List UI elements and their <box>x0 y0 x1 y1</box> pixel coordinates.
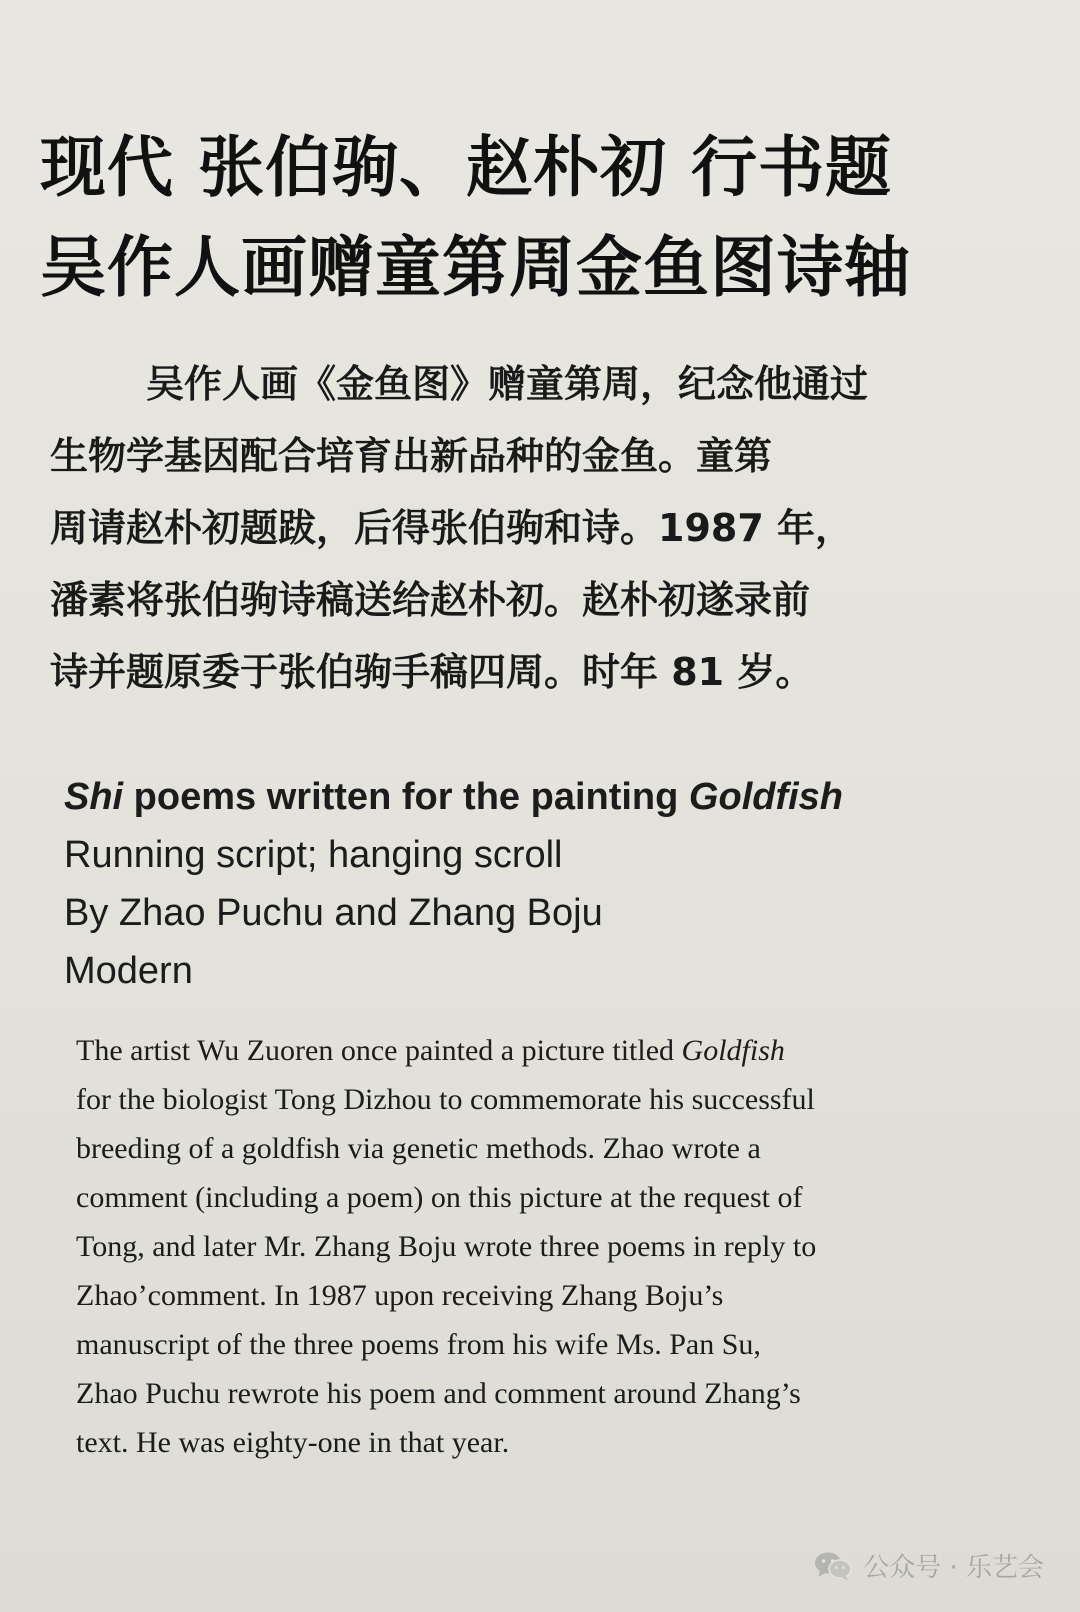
english-metadata <box>64 768 1024 1000</box>
watermark-text: 公众号 · 乐艺会 <box>863 1553 1044 1583</box>
format-line: Running script; hanging scroll <box>64 834 563 876</box>
english-description <box>76 1026 1036 1467</box>
en-desc-line-2: for the biologist Tong Dizhou to commemorate his successful <box>76 1083 815 1116</box>
en-desc-line-4: comment (including a poem) on this picture at the request of <box>76 1181 803 1214</box>
en-desc-line-1 <box>76 1026 1036 1075</box>
cn-desc-line-3: 周请赵朴初题跋，后得张伯驹和诗。1987 年， <box>50 506 853 550</box>
title-line-2: 吴作人画赠童第周金鱼图诗轴 <box>40 229 911 306</box>
en-desc-italic-goldfish: Goldfish <box>681 1034 785 1067</box>
label-title <box>40 118 1050 318</box>
english-title <box>64 768 1024 826</box>
period-line: Modern <box>64 950 193 992</box>
cn-desc-line-2: 生物学基因配合培育出新品种的金鱼。童第 <box>50 434 773 478</box>
wechat-icon <box>813 1550 853 1582</box>
title-line-1: 现代 张伯驹、赵朴初 行书题 <box>40 129 892 206</box>
en-desc-line-6: Zhao’comment. In 1987 upon receiving Zhang Boju’s <box>76 1279 724 1312</box>
watermark <box>813 1547 1044 1584</box>
en-desc-line-7: manuscript of the three poems from his wife Ms. Pan Su, <box>76 1328 761 1361</box>
en-desc-line-8: Zhao Puchu rewrote his poem and comment around Zhang’s <box>76 1377 801 1410</box>
title-middle-text: poems written for the painting <box>123 776 689 818</box>
en-desc-line-3: breeding of a goldfish via genetic methods. Zhao wrote a <box>76 1132 761 1165</box>
cn-desc-line-5: 诗并题原委于张伯驹手稿四周。时年 81 岁。 <box>50 650 814 694</box>
cn-desc-line-1: 吴作人画《金鱼图》赠童第周，纪念他通过 <box>146 362 869 406</box>
chinese-description <box>50 348 1040 708</box>
en-desc-line-1-text: The artist Wu Zuoren once painted a picture titled <box>76 1034 682 1067</box>
authors-line: By Zhao Puchu and Zhang Boju <box>64 892 603 934</box>
en-desc-line-9: text. He was eighty-one in that year. <box>76 1426 510 1459</box>
en-desc-line-5: Tong, and later Mr. Zhang Boju wrote three poems in reply to <box>76 1230 817 1263</box>
cn-desc-line-4: 潘素将张伯驹诗稿送给赵朴初。赵朴初遂录前 <box>50 578 811 622</box>
title-italic-goldfish: Goldfish <box>688 776 844 818</box>
title-italic-shi: Shi <box>64 776 124 818</box>
